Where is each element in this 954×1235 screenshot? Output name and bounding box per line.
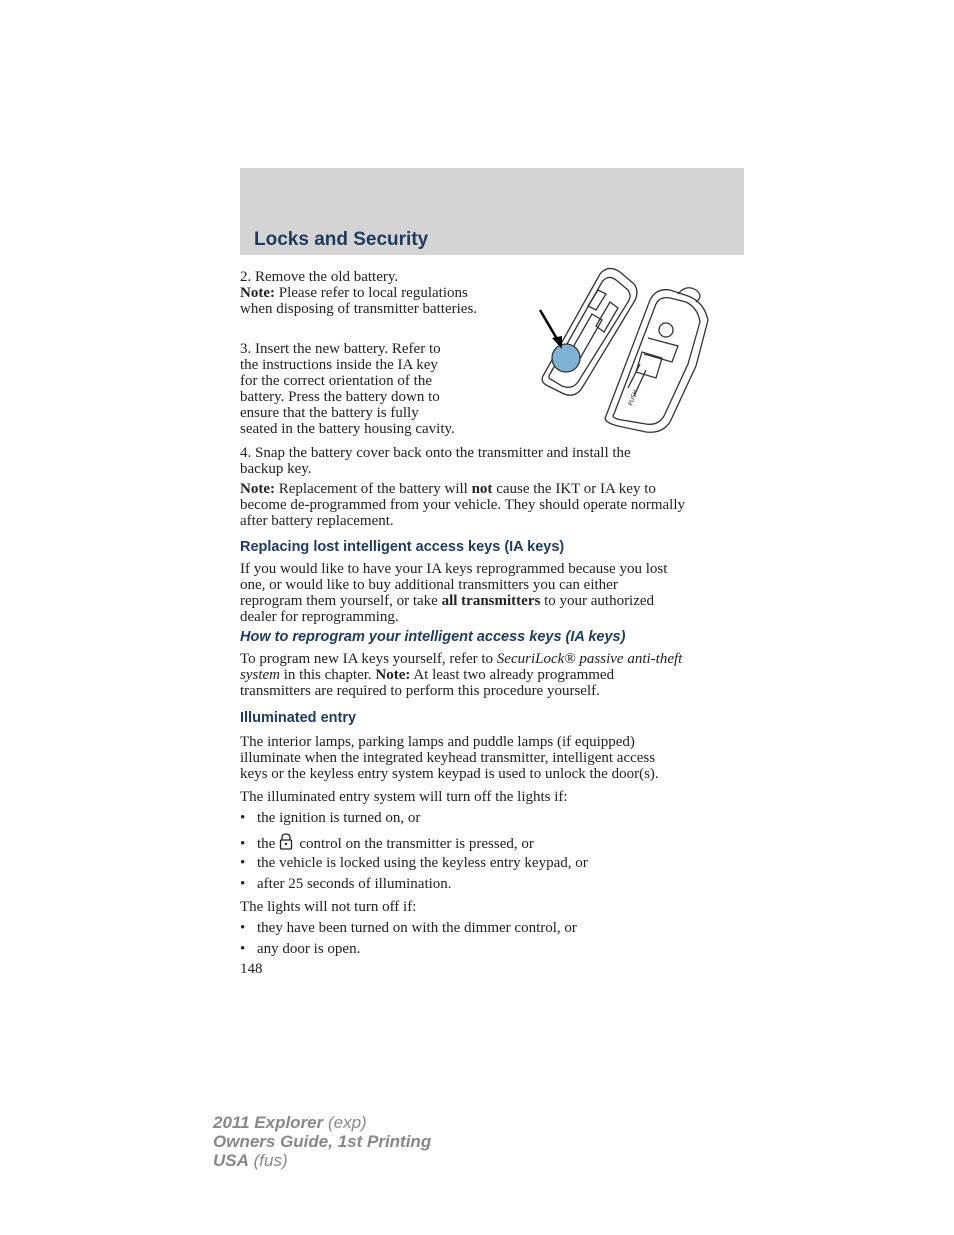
- battery-note: Note: Replacement of the battery will not cause the IKT or IA key to become de-programmed from your vehicle. They should operate normally after battery replacement.: [240, 481, 685, 529]
- step-4-text: 4. Snap the battery cover back onto the transmitter and install the backup key.: [240, 445, 631, 477]
- list-item: • the ignition is turned on, or: [240, 810, 421, 826]
- turn-off-intro: The illuminated entry system will turn off the lights if:: [240, 789, 568, 805]
- reprogram-text: To program new IA keys yourself, refer to SecuriLock® passive anti-theft system in this chapter. Note: At least two already programmed transmitters are required to perform this procedure yourself.: [240, 651, 683, 699]
- lock-icon: [279, 833, 293, 854]
- replacing-keys-text: If you would like to have your IA keys reprogrammed because you lost one, or would like to buy additional transmitters you can either reprogram them yourself, or take all transmitters to your authorized dealer for reprogramming.: [240, 561, 668, 625]
- list-item: • after 25 seconds of illumination.: [240, 876, 452, 892]
- svg-text:PUSH: PUSH: [627, 388, 640, 407]
- document-footer: 2011 Explorer (exp) Owners Guide, 1st Printing USA (fus): [213, 1113, 432, 1170]
- page-number: 148: [240, 961, 263, 977]
- list-item: • they have been turned on with the dimmer control, or: [240, 920, 577, 936]
- list-item: • the control on the transmitter is pressed, or: [240, 833, 534, 854]
- transmitter-left-half-icon: [542, 268, 637, 395]
- key-fob-battery-illustration: [538, 266, 713, 436]
- list-item: • the vehicle is locked using the keyless entry keypad, or: [240, 855, 588, 871]
- heading-illuminated-entry: Illuminated entry: [240, 710, 357, 726]
- heading-reprogram-keys: How to reprogram your intelligent access keys (IA keys): [240, 629, 626, 645]
- section-title: Locks and Security: [254, 229, 429, 250]
- illuminated-entry-text: The interior lamps, parking lamps and puddle lamps (if equipped) illuminate when the integrated keyhead transmitter, intelligent access keys or the keyless entry system keypad is used to unlock the door(s).: [240, 734, 659, 782]
- heading-replacing-keys: Replacing lost intelligent access keys (IA keys): [240, 539, 565, 555]
- battery-icon: [552, 344, 580, 372]
- step-2-text: 2. Remove the old battery. Note: Please refer to local regulations when disposing of transmitter batteries.: [240, 269, 478, 317]
- section-header-band: [240, 168, 744, 255]
- not-off-intro: The lights will not turn off if:: [240, 899, 417, 915]
- list-item: • any door is open.: [240, 941, 361, 957]
- step-3-text: 3. Insert the new battery. Refer to the instructions inside the IA key for the correct orientation of the battery. Press the battery down to ensure that the battery is fully seated in the battery housing cavity.: [240, 341, 455, 437]
- transmitter-right-half-icon: [605, 288, 708, 433]
